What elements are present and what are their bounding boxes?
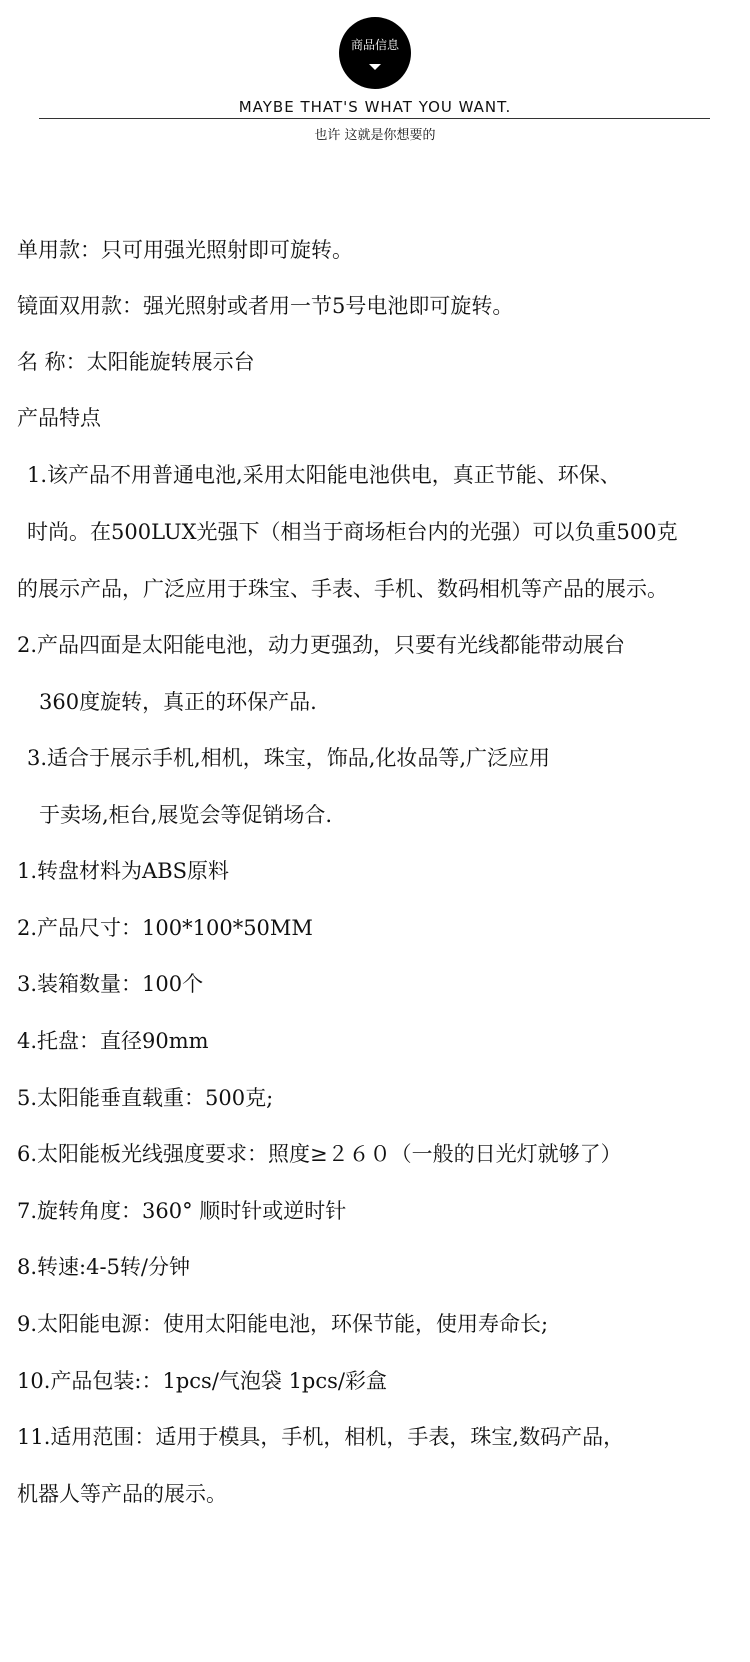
text-line: 11.适用范围：适用于模具，手机，相机，手表，珠宝,数码产品， [17, 1425, 625, 1449]
text-line: 于卖场,柜台,展览会等促销场合. [39, 803, 333, 827]
text-line: 镜面双用款：强光照射或者用一节5号电池即可旋转。 [17, 294, 514, 318]
text-line: 7.旋转角度：360° 顺时针或逆时针 [17, 1199, 347, 1223]
slogan-chinese: 也许 这就是你想要的 [314, 128, 436, 143]
text-line: 1.转盘材料为ABS原料 [17, 859, 230, 883]
text-line: 10.产品包装:：1pcs/气泡袋 1pcs/彩盒 [17, 1369, 387, 1393]
text-line: 360度旋转，真正的环保产品. [39, 690, 317, 714]
text-line: 3.装箱数量：100个 [17, 972, 204, 996]
text-line: 产品特点 [17, 406, 101, 430]
section-header [0, 0, 750, 150]
slogan-english: MAYBE THAT'S WHAT YOU WANT. [238, 98, 512, 116]
text-line: 时尚。在500LUX光强下（相当于商场柜台内的光强）可以负重500克 [27, 520, 678, 544]
text-line: 2.产品尺寸：100*100*50MM [17, 916, 313, 940]
text-line: 9.太阳能电源：使用太阳能电池，环保节能，使用寿命长; [17, 1312, 549, 1336]
text-line: 机器人等产品的展示。 [17, 1482, 227, 1506]
text-line: 单用款：只可用强光照射即可旋转。 [17, 238, 353, 262]
caret-down-icon [369, 64, 381, 70]
text-line: 6.太阳能板光线强度要求：照度≥２６０（一般的日光灯就够了） [17, 1142, 622, 1166]
divider [39, 118, 710, 119]
text-line: 的展示产品，广泛应用于珠宝、手表、手机、数码相机等产品的展示。 [17, 577, 668, 601]
text-line: 3.适合于展示手机,相机，珠宝，饰品,化妆品等,广泛应用 [27, 746, 551, 770]
text-line: 8.转速:4-5转/分钟 [17, 1255, 191, 1279]
text-line: 4.托盘：直径90mm [17, 1029, 209, 1053]
text-line: 5.太阳能垂直载重：500克; [17, 1086, 274, 1110]
text-line: 2.产品四面是太阳能电池，动力更强劲，只要有光线都能带动展台 [17, 633, 626, 657]
product-info-badge [339, 17, 411, 89]
badge-label: 商品信息 [350, 38, 399, 52]
text-line: 1.该产品不用普通电池,采用太阳能电池供电，真正节能、环保、 [27, 463, 621, 487]
text-line: 名 称：太阳能旋转展示台 [17, 350, 255, 374]
